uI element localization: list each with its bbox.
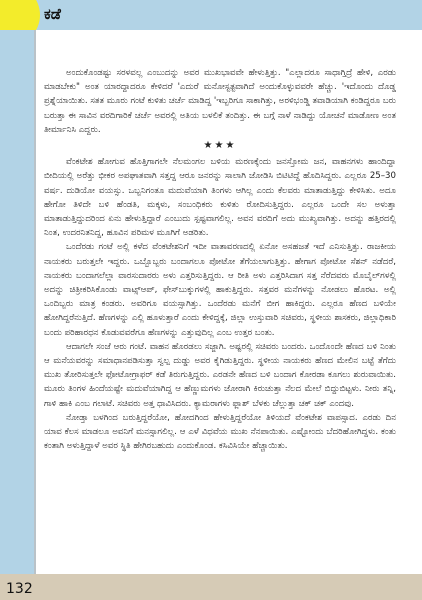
page-header — [0, 0, 422, 30]
page-number: 132 — [6, 581, 33, 597]
paragraph-1: ಅಂದುಕೊಂಡಷ್ಟು ಸರಳವಲ್ಲ ಎಂಬುದನ್ನು ಅವರ ಮುಖಭಾವವೇ ಹೇಳುತ್ತಿತ್ತು. "ಎಲ್ಲಾದರೂ ಸಾಧಾಗ್ತಿದ್ರೆ ಹೇಳಿ, ಎರಡು ಮಾಡಬೇಕು" ಅಂತ ಯಾರದ್ದಾದರೂ ಕೇಳಿದರೆ 'ಎದುರೆ ಮನೋಸ್ಟತ್ಟವಾಗಿದೆ ಅಂದುಕೊಳ್ಳುವವರೇ ಹೆಚ್ಚು. 'ಇದೊಂದು ದೊಡ್ಡ ಪ್ರಶ್ನೆಯಾಯಿತು. ಸತತ ಮೂರು ಗಂಟೆ ಕುಳಿತು ಚರ್ಚೆ ಮಾಡಿದ್ದ 'ಇಬ್ಬರಿಗೂ ಸಾಕಾಗಿತ್ತು, ಅರಳಿಭಂಡ್ಡಿ ತವಾಡಿಯಾಗಿ ಕಂಡಿದ್ದರೂ ಬರು ಬರುತ್ತಾ ಈ ಸಾವಿನ ವರದಿಗಾರಿಕೆ ಚರ್ಚೆ ಅವರಲ್ಲಿ ಅತಿಯ ಬಳಲಿಕೆ ತಂದಿತ್ತು. ಈ ಬಗ್ಗೆ ನಾಳೆ ನಾಡಿದ್ದು ಯೋಚನೆ ಮಾಡೋಣ ಅಂತ ತೀರ್ಮಾನಿಸಿ ಎದ್ದರು. — [44, 68, 396, 135]
paragraph-3: ಒಂದೆರಡು ಗಂಟೆ ಅಲ್ಲಿ ಕಳೆದ ವೆಂಕಟೇಶನಿಗೆ ಇದೀ ವಾತಾವರಣದಲ್ಲಿ ಏನೋ ಅಸಹಜತೆ ಇದೆ ಎನಿಸುತ್ತಿತ್ತು. ರಾಜಕೀಯ ನಾಯಕರು ಬರುತ್ತಲೇ ಇದ್ದರು. ಒಬ್ಬೊಬ್ಬರು ಬಂದಾಗಲೂ ಪೋಟೋ ತೆಗೆಯಲಾಗುತ್ತಿತ್ತು. ಹೇಗಾಗ ಪೋಟೋ ಸೆಶನ್ ನಡೆದರೆ, ನಾಯಕರು ಬಂದಾಗಲೆಲ್ಲಾ ವಾರಸುದಾರರು ಅಳು ಎತ್ತರಿಸುತ್ತಿದ್ದರು. ಆ ರೀತಿ ಅಳು ಎತ್ತರಿಸಿದಾಗ ಸತ್ತ ನೆರೆದವರು ಮೊಬೈಲ್‌ಗಳಲ್ಲಿ ಅದನ್ನು ಚಿತ್ರೀಕರಿಸಿಕೊಂಡು ವಾಟ್ಸ್ಆಪ್, ಫೇಸ್‌ಬುಕ್ಕುಗಳಲ್ಲಿ ಹಾಕುತ್ತಿದ್ದರು. ಸತ್ತವರ ಮನೆಗಳನ್ನು ನೋಡಲು ಹೊರಟ. ಅಲ್ಲಿ ಒಂದಿಬ್ಬರು ಮಾತ್ರ ಕಂಡರು. ಅವರಿಗೂ ವಯಸ್ಸಾಗಿತ್ತು. ಒಂದೆರಡು ಮನೆಗೆ ಬೀಗ ಹಾಕಿದ್ದರು. ಎಲ್ಲರೂ ಹೆಣದ ಬಳಿಯೇ ಹೋಗಿದ್ದರೆನುತ್ತಿದೆ. ಹೆಣಗಳನ್ನು ಎಲ್ಲಿ ಹೂಳುತ್ತಾರೆ ಎಂದು ಕೇಳಿದ್ದಕ್ಕೆ, ಜಿಲ್ಲಾ ಉಸ್ತುವಾರಿ ಸಚಿವರು, ಸ್ಥಳೀಯ ಶಾಸಕರು, ಜಿಲ್ಲಾಧಿಕಾರಿ ಬಂದು ಪರಿಹಾರಧನ ಕೊಡುವವರೆಗೂ ಹೆಣಗಳನ್ನು ಎತ್ತುವುದಿಲ್ಲ ಎಂಬ ಉತ್ತರ ಬಂತು. — [44, 242, 396, 338]
margin-divider — [34, 30, 36, 600]
paragraph-5: ನೋಡ್ತಾ ಬಳಗಿಂದ ಬರುತ್ತಿದ್ದರೆಯೋ, ಹೋದಗಿಂದ ಹೇಳುತ್ತಿದ್ದರೆಯೋ ತಿಳಿಯದೆ ವೆಂಕಟೇಶ ವಾಪಸ್ಸಾದ. ಎರಡು ದಿನ ಯಾವ ಕೆಲಸ ಮಾಡಲೂ ಅವನಿಗೆ ಮನಸ್ಸಾಗಲಿಲ್ಲ. ಆ ಎಳೆ ವಿಧವೆಯ ಮುಖ ನೆನಪಾಯಿತು. ಎಷ್ಟೋಂದು ಬೆದರಿಹೋಗಿದ್ದಳು. ಕಂತು ಕಂತಾಗಿ ಅಳುತ್ತಿದ್ದಾಳೆ ಅವರ ಸ್ಥಿತಿ ಹೇಗಿರಬಹುದು ಎಂದುಕೊಂಡ. ಕಸಿವಿಸಿಯೇ ಹೆಚ್ಚಾಯಿತು. — [44, 412, 396, 452]
page-footer — [0, 574, 422, 600]
paragraph-2: ವೆಂಕಟೇಶ ಹೋಗುವ ಹೊತ್ತಿಗಾಗಲೇ ನೆಲಮಂಗಲ ಬಳಿಯ ಮರಣಕ್ಕೆಂದು ಜನಸ್ತೋಮ ಜನ, ವಾಹನಗಳು ಹಾಂದಿದ್ದಾ ಬೀದಿಯಲ್ಲಿ ಅರೆತ್ತು ಭೀಕರ ಅಪಘಾತವಾಗಿ ಸತ್ತದ್ದ ಆರೂ ಜನರನ್ನು ಸಾಲಾಗಿ ಜೋಡಿಸಿ ಬಿಟಿಟಿದ್ದೆ ಹೊದಿಸಿದ್ದರು. ಎಲ್ಲರೂ 25–30 ವರ್ಷ. ದುಡಿಯೋ ವಯಸ್ಸು. ಒಬ್ಬನಿಗಂತೂ ಮದುವೆಯಾಗಿ ತಿಂಗಳು ಆಗಿಲ್ಲ ಎಂದು ಕೆಲವರು ಮಾತಾಡುತ್ತಿದ್ದು ಕೇಳಿಸಿತು. ಅದೂ ಹೇಗೋ ತಿಳಿದೇ ಬಳಿ ಹೆಂಡತಿ, ಮಕ್ಕಳು, ಸಂಬಂಧಿಕರು ಕುಳಿತು ರೋದಿಸುತ್ತಿದ್ದರು. ಎಲ್ಲರೂ ಒಂದೇ ಸಲ ಅಳುತ್ತಾ ಮಾತಾಡುತ್ತಿದ್ದುದರಿಂದ ಏನು ಹೇಳುತ್ತಿದ್ದಾರೆ ಎಂಬುದು ಸ್ಪಷ್ಟವಾಗಲಿಲ್ಲ. ಅವನ ವರದಿಗೆ ಅದು ಮುಖ್ಯವಾಗಿತ್ತು. ಅದನ್ನು ಹತ್ತಿರದಲ್ಲಿ ನಿಂತ, ಉದರನಿತನಿದ್ದ, ಹೂವಿನ ಪರಿಮಳ ಮೂಗಿಗೆ ಅಡರಿತು. — [44, 157, 396, 239]
body-text — [44, 66, 396, 453]
header-title: ಕಡೆ — [44, 5, 61, 23]
section-divider: ★★★ — [203, 140, 237, 152]
paragraph-4: ಆದಾಗಲೇ ಸಂಜೆ ಆರು ಗಂಟೆ. ವಾಹನ ಹೊರಡಲು ಸಜ್ಜಾಗಿ. ಅಷ್ಟರಲ್ಲಿ ಸಚಿವರು ಬಂದರು. ಒಂದೊಂದೇ ಹೆಣದ ಬಳಿ ನಿಂತು ಆ ಮನೆಯವರನ್ನು ಸಮಾಧಾನಪಡಿಸುತ್ತಾ ಸ್ವಲ್ಪ ದುಡ್ಡು ಅವರ ಕೈಗಿಡುತ್ತಿದ್ದರು. ಸ್ಥಳೀಯ ನಾಯಕರು ಹೆಣದ ಮೇಲಿನ ಬಟ್ಟೆ ತೆಗೆದು ಮುಖ ತೋರಿಸುತ್ತಲೇ ಫೋಟೋಗ್ರಾಫರ್ ಕಡೆ ತಿರುಗುತ್ತಿದ್ದರು. ಎರಡನೇ ಹೆಣದ ಬಳಿ ಬಂದಾಗ ಕೋರಡಾ ಕೂಗಲು ಶುರುವಾಯಿತು. ಮೂರು ತಿಂಗಳ ಹಿಂದೆಯಷ್ಟೇ ಮದುವೆಯಾಗಿದ್ದ ಆ ಹೆಣ್ಣುಮಗಳು ಜೋರಾಗಿ ಕಿರುಚುತ್ತಾ ನೆಲದ ಮೇಲೆ ಬಿದ್ದುಬಿಟ್ಟಳು. ನೀರು ತನ್ನಿ, ಗಾಳಿ ಹಾಕಿ ಎಂಬ ಗಲಾಟೆ. ಸಚಿವರು ಅತ್ತ ಧಾವಿಸಿದರು. ಕ್ಯಾಮರಾಗಳು ಫ್ಲಾಶ್ ಬೆಳಕು ಚೆಲ್ಲುತ್ತಾ ಚಕ್ ಚಕ್ ಎಂದವು. — [44, 341, 396, 409]
left-margin-band — [0, 30, 34, 600]
